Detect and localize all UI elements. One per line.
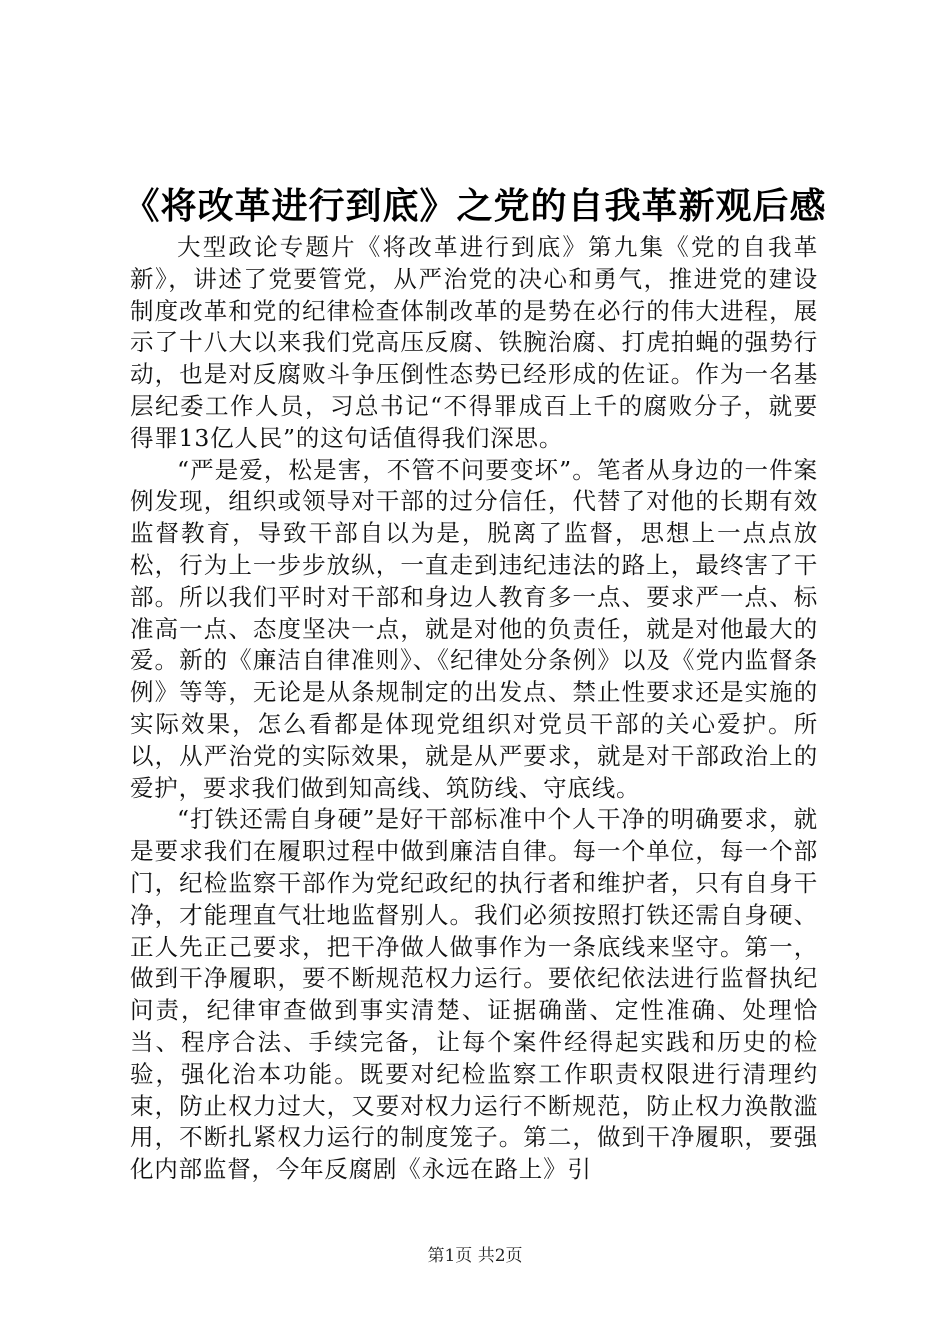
paragraph-3: “打铁还需自身硬”是好干部标准中个人干净的明确要求，就是要求我们在履职过程中做到廉洁自律。每一个单位，每一个部门，纪检监察干部作为党纪政纪的执行者和维护者，只有自身干净，才能理直气壮地监督别人。我们必须按照打铁还需自身硬、正人先正己要求，把干净做人做事作为一条底线来坚守。第一，做到干净履职，要不断规范权力运行。要依纪依法进行监督执纪问责，纪律审查做到事实清楚、证据确凿、定性准确、处理恰当、程序合法、手续完备，让每个案件经得起实践和历史的检验，强化治本功能。既要对纪检监察工作职责权限进行清理约束，防止权力过大，又要对权力运行不断规范，防止权力涣散滥用，不断扎紧权力运行的制度笼子。第二，做到干净履职，要强化内部监督，今年反腐剧《永远在路上》引 [130,805,818,1184]
document-title: 《将改革进行到底》之党的自我革新观后感 [123,186,827,227]
paragraph-2: “严是爱，松是害，不管不问要变坏”。笔者从身边的一件案例发现，组织或领导对干部的过分信任，代替了对他的长期有效监督教育，导致干部自以为是，脱离了监督，思想上一点点放松，行为上一步步放纵，一直走到违纪违法的路上，最终害了干部。所以我们平时对干部和身边人教育多一点、要求严一点、标准高一点、态度坚决一点，就是对他的负责任，就是对他最大的爱。新的《廉洁自律准则》、《纪律处分条例》以及《党内监督条例》等等，无论是从条规制定的出发点、禁止性要求还是实施的实际效果，怎么看都是体现党组织对党员干部的关心爱护。所以，从严治党的实际效果，就是从严要求，就是对干部政治上的爱护，要求我们做到知高线、筑防线、守底线。 [130,455,818,802]
paragraph-1: 大型政论专题片《将改革进行到底》第九集《党的自我革新》，讲述了党要管党，从严治党的决心和勇气，推进党的建设制度改革和党的纪律检查体制改革的是势在必行的伟大进程，展示了十八大以来我们党高压反腐、铁腕治腐、打虎拍蝇的强势行动，也是对反腐败斗争压倒性态势已经形成的佐证。作为一名基层纪委工作人员，习总书记“不得罪成百上千的腐败分子，就要得罪13亿人民”的这句话值得我们深思。 [130,233,818,452]
document-body [130,232,818,1186]
page-footer: 第1页 共2页 [427,1246,523,1266]
